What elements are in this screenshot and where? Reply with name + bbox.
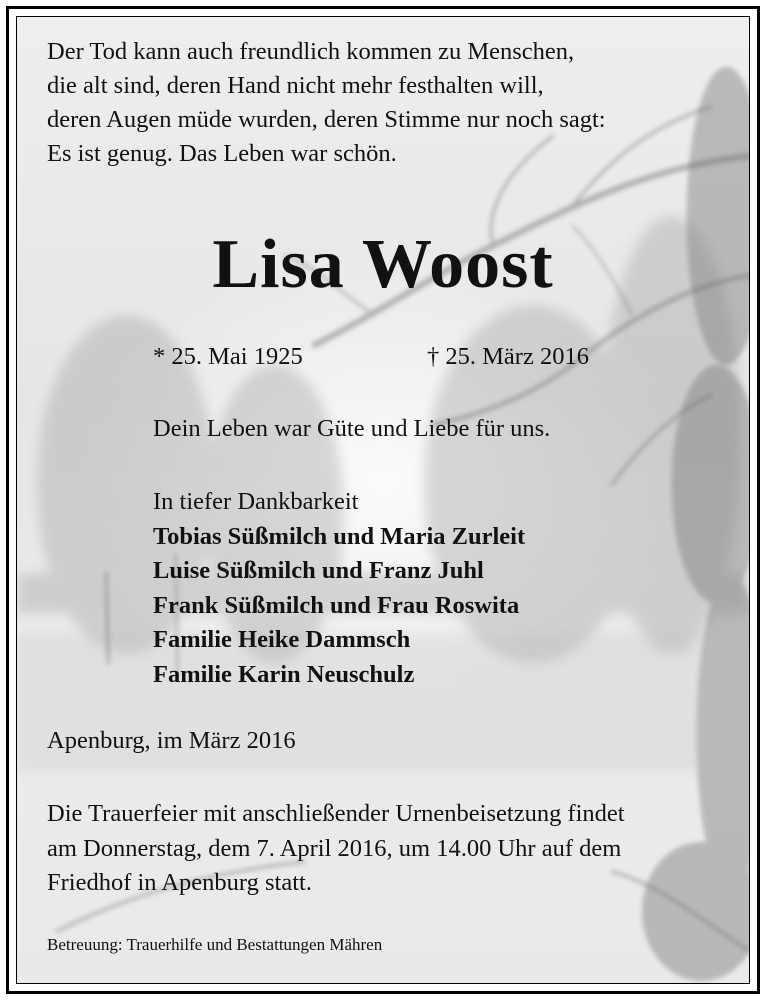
birth-date: * 25. Mai 1925	[153, 343, 303, 370]
mourners-intro: In tiefer Dankbarkeit	[153, 488, 359, 515]
obituary-panel	[16, 16, 750, 984]
poem-line: deren Augen müde wurden, deren Stimme nur noch sagt:	[47, 106, 606, 133]
mourner-name: Luise Süßmilch und Franz Juhl	[153, 557, 484, 584]
mourner-name: Frank Süßmilch und Frau Roswita	[153, 591, 520, 619]
poem-line: Es ist genug. Das Leben war schön.	[47, 140, 397, 167]
mourner-name: Familie Karin Neuschulz	[153, 660, 415, 688]
funeral-line: am Donnerstag, dem 7. April 2016, um 14.00 Uhr auf dem	[47, 834, 622, 862]
mourner-name: Familie Heike Dammsch	[153, 626, 411, 653]
mourner-name: Tobias Süßmilch und Maria Zurleit	[153, 522, 526, 550]
mourners-block	[153, 485, 525, 692]
undertaker-credit: Betreuung: Trauerhilfe und Bestattungen Mähren	[47, 935, 383, 954]
funeral-line: Die Trauerfeier mit anschließender Urnenbeisetzung findet	[47, 800, 625, 827]
poem	[47, 35, 606, 171]
funeral-line: Friedhof in Apenburg statt.	[47, 869, 312, 896]
deceased-name: Lisa Woost	[212, 226, 554, 303]
death-date: † 25. März 2016	[427, 343, 589, 370]
obituary-frame	[6, 6, 760, 994]
poem-line: die alt sind, deren Hand nicht mehr festhalten will,	[47, 72, 544, 99]
funeral-notice	[47, 797, 625, 901]
place-and-date: Apenburg, im März 2016	[47, 727, 296, 754]
poem-line: Der Tod kann auch freundlich kommen zu Menschen,	[47, 38, 575, 65]
tribute-line: Dein Leben war Güte und Liebe für uns.	[153, 415, 551, 442]
